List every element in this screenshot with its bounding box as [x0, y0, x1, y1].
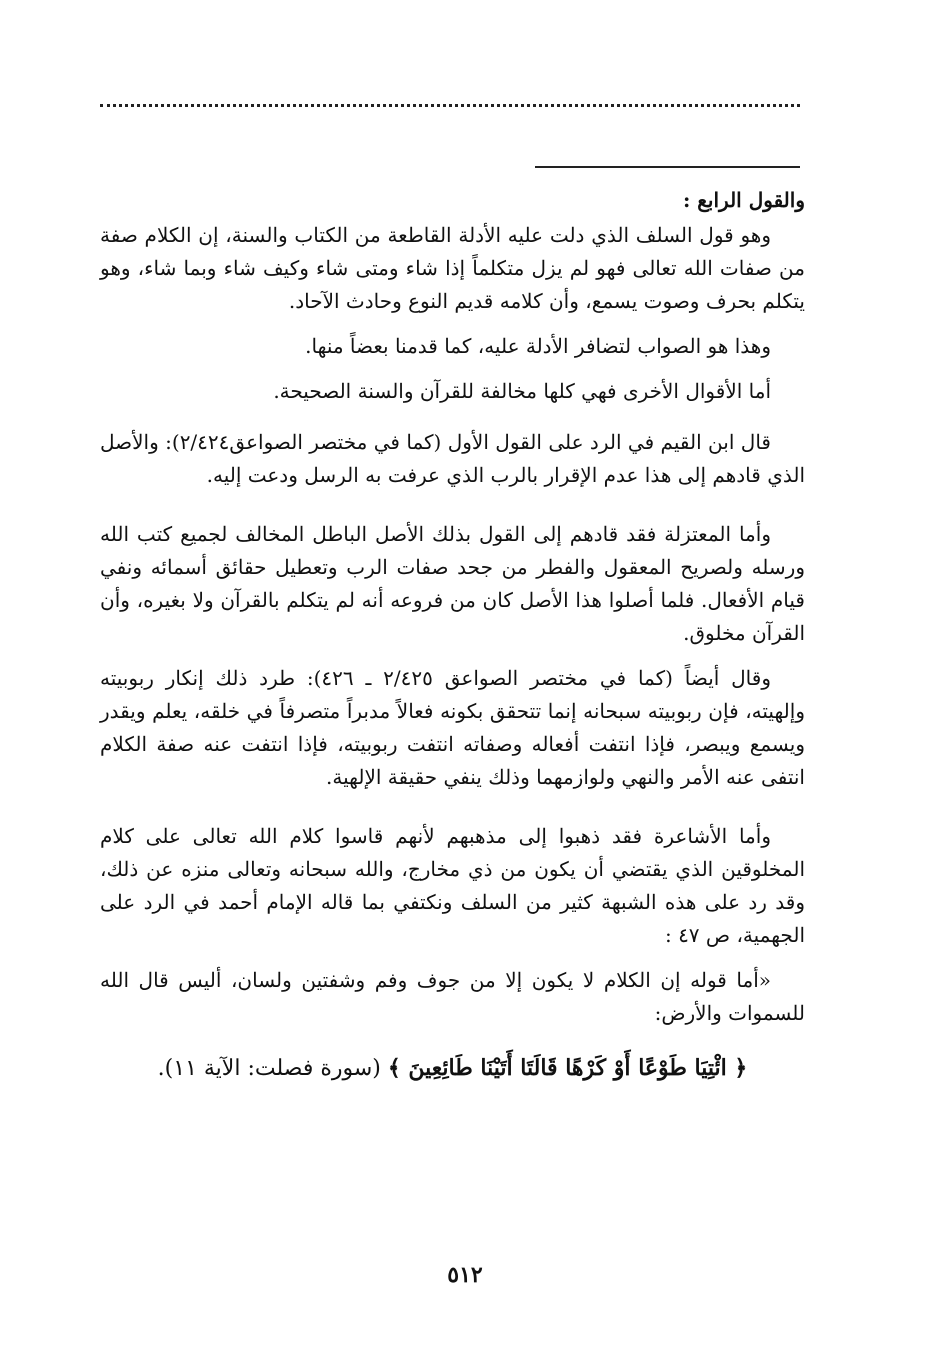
paragraph-ibn-qayyim-quote: قال ابن القيم في الرد على القول الأول (كما في مختصر الصواعق٢/٤٢٤): والأصل الذي قادهم إلى هذا عدم الإقرار بالرب الذي عرفت به الرسل ودعت إليه.	[100, 430, 805, 487]
page-number: ٥١٢	[447, 1262, 483, 1288]
paragraph-second-quote: وقال أيضاً (كما في مختصر الصواعق ٢/٤٢٥ ـ ٤٢٦): طرد ذلك إنكار ربوبيته وإلهيته، فإن ربوبيته سبحانه إنما تتحقق بكونه فعالاً مدبراً متصرفاً في خلقه، يعلم ويقدر ويسمع ويبصر، فإذا انتفت أفعاله وصفاته انتفت ربوبيته، فإذا انتفت عنه صفة الكلام انتفى عنه الأمر والنهي ولوازمهما وذلك ينفي حقيقة الإلهية.	[100, 666, 805, 789]
paragraph-ahmad-quote: «أما قوله إن الكلام لا يكون إلا من جوف وفم وشفتين ولسان، أليس قال الله للسموات والأرض:	[100, 968, 805, 1025]
quran-verse: ﴿ ائْتِيَا طَوْعًا أَوْ كَرْهًا قَالَتَا أَتَيْنَا طَائِعِينَ ﴾	[387, 1055, 748, 1081]
footnote-rule	[535, 166, 800, 168]
paragraph-ashaira: وأما الأشاعرة فقد ذهبوا إلى مذهبهم لأنهم قاسوا كلام الله تعالى على كلام المخلوقين الذي يقتضي أن يكون من ذي مخارج، والله سبحانه وتعالى منزه عن ذلك، وقد رد على هذه الشبهة كثير من السلف ونكتفي بما قاله الإمام أحمد في الرد على الجهمية، ص ٤٧ :	[100, 824, 806, 947]
section-heading: والقول الرابع :	[682, 188, 805, 212]
dotted-separator	[100, 104, 800, 107]
paragraph-other-views: أما الأقوال الأخرى فهي كلها مخالفة للقرآن والسنة الصحيحة.	[273, 379, 771, 403]
verse-reference: (سورة فصلت: الآية ١١).	[157, 1056, 381, 1081]
page-body	[100, 184, 805, 1085]
quran-verse-line	[100, 1052, 805, 1085]
paragraph-salaf-view: وهو قول السلف الذي دلت عليه الأدلة القاطعة من الكتاب والسنة، إن الكلام صفة من صفات الله تعالى فهو لم يزل متكلماً إذا شاء ومتى شاء وكيف شاء وبما شاء، وهو يتكلم بحرف وصوت يسمع، وأن كلامه قديم النوع وحادث الآحاد.	[100, 223, 805, 313]
paragraph-mutazila: وأما المعتزلة فقد قادهم إلى القول بذلك الأصل الباطل المخالف لجميع كتب الله ورسله ولصريح المعقول والفطر من جحد صفات الرب وتعطيل حقائق أسمائه ونفي قيام الأفعال. فلما أصلوا هذا الأصل كان من فروعه أنه لم يتكلم بالقرآن ولا بغيره، وأن القرآن مخلوق.	[100, 522, 805, 645]
paragraph-correct-view: وهذا هو الصواب لتضافر الأدلة عليه، كما قدمنا بعضاً منها.	[305, 334, 771, 358]
